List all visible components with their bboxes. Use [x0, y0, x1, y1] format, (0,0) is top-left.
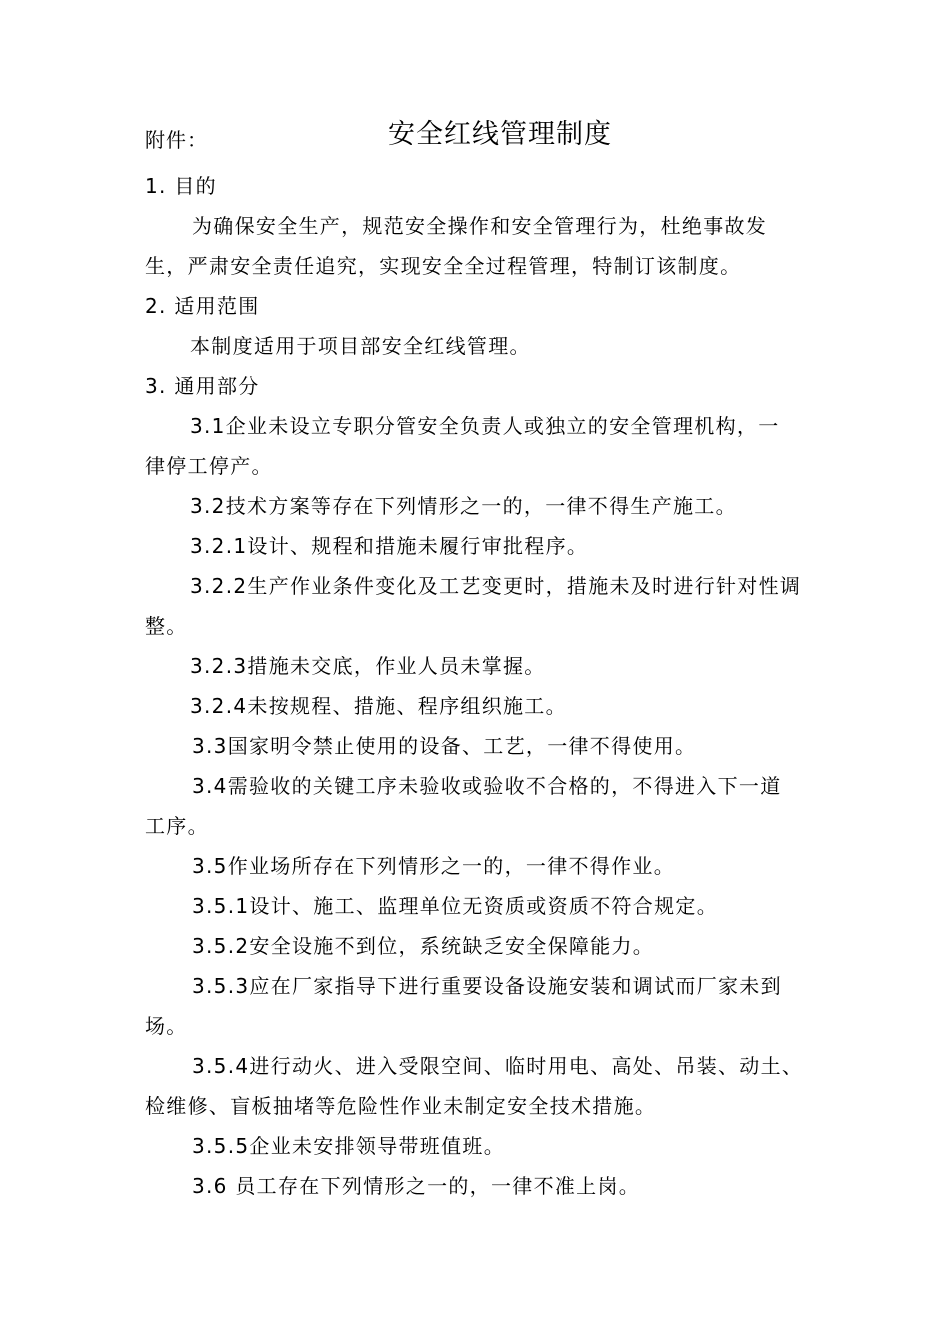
clause-line: 3.5.5企业未安排领导带班值班。 [192, 1134, 505, 1158]
clause-line: 3.6 员工存在下列情形之一的，一律不准上岗。 [192, 1174, 641, 1198]
clause-line: 3.1企业未设立专职分管安全负责人或独立的安全管理机构，一 [190, 414, 780, 438]
clause-line: 3.5作业场所存在下列情形之一的，一律不得作业。 [192, 854, 676, 878]
clause-line: 3.4需验收的关键工序未验收或验收不合格的，不得进入下一道 [192, 774, 782, 798]
clause-line: 场。 [145, 1014, 188, 1038]
clause-line: 3.5.4进行动火、进入受限空间、临时用电、高处、吊装、动土、 [192, 1054, 804, 1078]
paragraph-line: 本制度适用于项目部安全红线管理。 [190, 334, 531, 358]
document-title: 安全红线管理制度 [388, 119, 612, 150]
section-heading-general: 3. 通用部分 [145, 374, 260, 398]
clause-line: 律停工停产。 [145, 454, 273, 478]
clause-line: 3.5.2安全设施不到位，系统缺乏安全保障能力。 [192, 934, 655, 958]
clause-line: 3.5.1设计、施工、监理单位无资质或资质不符合规定。 [192, 894, 718, 918]
paragraph-line: 生，严肃安全责任追究，实现安全全过程管理，特制订该制度。 [145, 254, 742, 278]
clause-line: 3.2.4未按规程、措施、程序组织施工。 [190, 694, 567, 718]
section-heading-purpose: 1. 目的 [145, 174, 217, 198]
document-body [145, 166, 815, 1206]
section-heading-scope: 2. 适用范围 [145, 294, 260, 318]
clause-line: 3.2技术方案等存在下列情形之一的，一律不得生产施工。 [190, 494, 737, 518]
clause-line: 检维修、盲板抽堵等危险性作业未制定安全技术措施。 [145, 1094, 657, 1118]
clause-line: 3.2.2生产作业条件变化及工艺变更时，措施未及时进行针对性调 [190, 574, 802, 598]
clause-line: 3.5.3应在厂家指导下进行重要设备设施安装和调试而厂家未到 [192, 974, 782, 998]
clause-line: 3.2.3措施未交底，作业人员未掌握。 [190, 654, 546, 678]
clause-line: 工序。 [145, 814, 209, 838]
attachment-label: 附件： [145, 128, 208, 152]
paragraph-line: 为确保安全生产，规范安全操作和安全管理行为，杜绝事故发 [192, 214, 768, 238]
document-header [145, 112, 845, 156]
clause-line: 3.2.1设计、规程和措施未履行审批程序。 [190, 534, 589, 558]
clause-line: 3.3国家明令禁止使用的设备、工艺，一律不得使用。 [192, 734, 697, 758]
clause-line: 整。 [145, 614, 188, 638]
